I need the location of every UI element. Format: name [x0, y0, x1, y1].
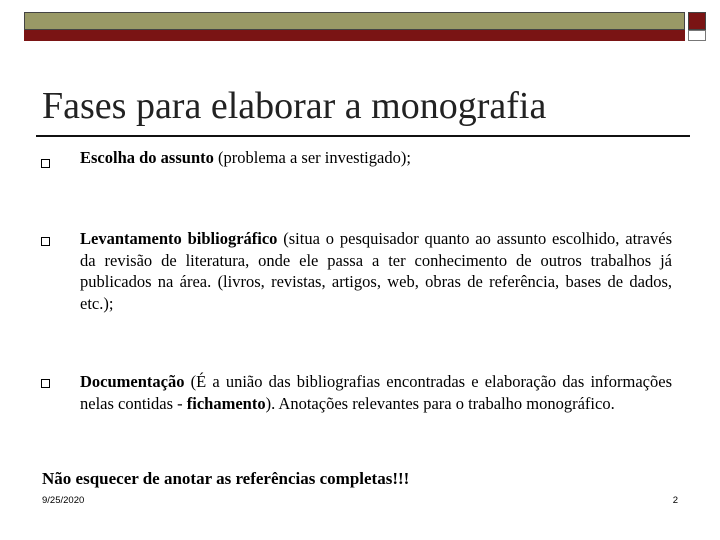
- bullet-text: [80, 228, 672, 314]
- page-number: 2: [672, 495, 678, 506]
- title-divider: [36, 135, 690, 137]
- bullet-text: [80, 371, 672, 414]
- bullet-description: (problema a ser investigado);: [213, 148, 411, 167]
- header-bar-olive: [24, 12, 685, 30]
- checkbox-bullet-icon: [41, 379, 50, 388]
- bullet-bold-inline: fichamento: [186, 393, 266, 413]
- checkbox-bullet-icon: [41, 159, 50, 168]
- footer-date: 9/25/2020: [42, 495, 85, 506]
- closing-note: Não esquecer de anotar as referências completas!!!: [42, 469, 410, 488]
- slide-title: Fases para elaborar a monografia: [42, 85, 547, 127]
- bullet-description-start: (É a união das bibliografias encontradas e elaboração das informações nelas contidas -: [80, 372, 672, 413]
- bullet-bold-term: Escolha do assunto: [80, 148, 214, 167]
- bullet-bold-term: Levantamento bibliográfico: [80, 229, 278, 248]
- bullet-description: (situa o pesquisador quanto ao assunto escolhido, através da revisão de literatura, onde ele passa a ter conhecimento de outros trabalhos já publicados na área. (livros, revistas, artigos, web, obras de referência, bases de dados, etc.);: [80, 229, 672, 313]
- bullet-bold-term: Documentação: [80, 372, 185, 391]
- bullet-text: [80, 147, 672, 169]
- header-bar-maroon: [24, 30, 685, 41]
- header-square-white: [688, 30, 706, 41]
- checkbox-bullet-icon: [41, 237, 50, 246]
- header-square-maroon: [688, 12, 706, 30]
- bullet-description-end: ). Anotações relevantes para o trabalho monográfico.: [265, 393, 615, 413]
